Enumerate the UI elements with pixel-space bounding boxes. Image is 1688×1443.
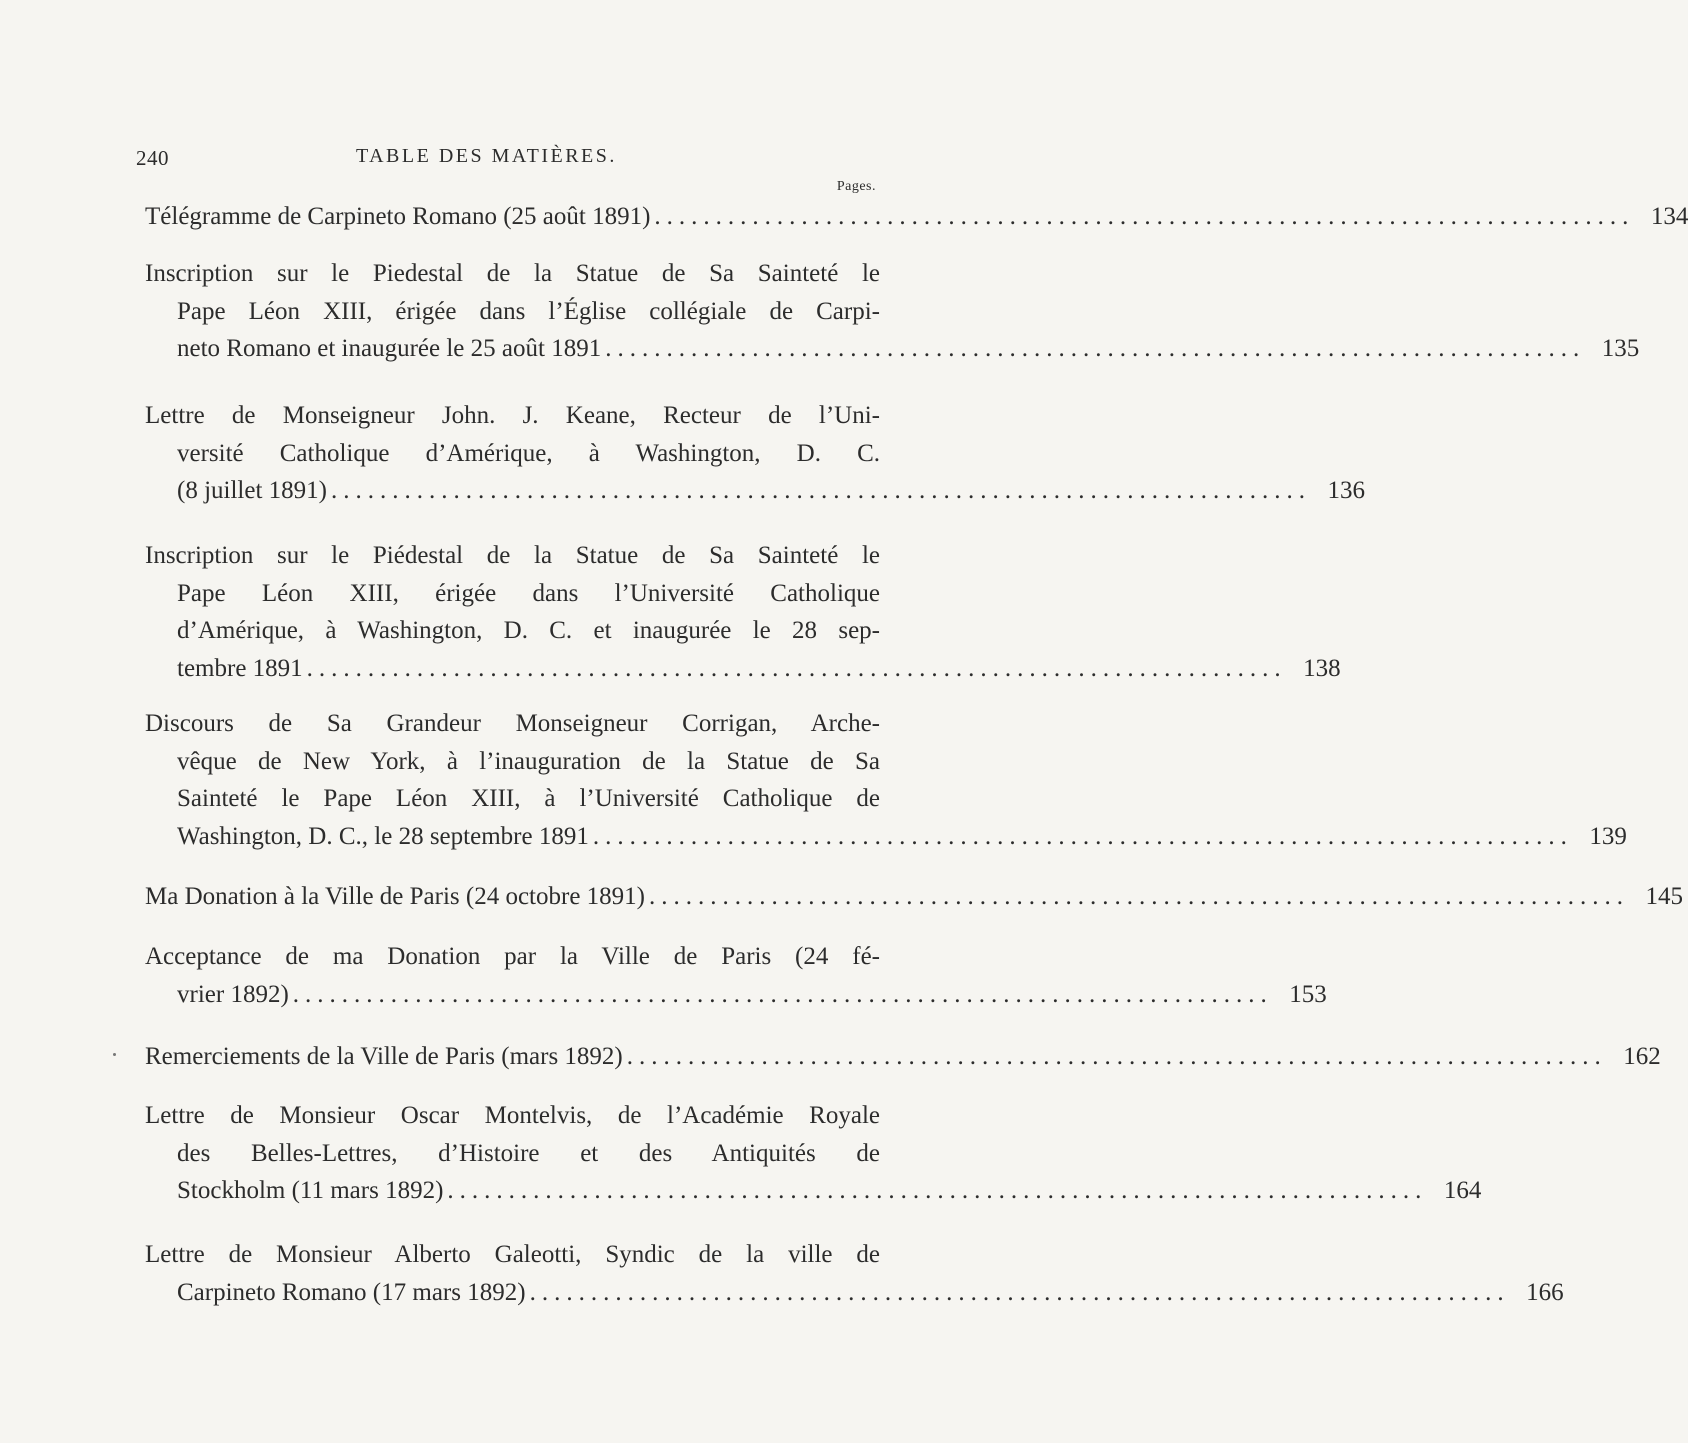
dot-leader: ................................................................................ xyxy=(605,335,1586,362)
toc-entry xyxy=(145,255,1640,368)
dot-leader: ................................................................................ xyxy=(649,883,1629,910)
toc-entry-line xyxy=(145,780,880,818)
toc-entry-line xyxy=(145,650,1341,688)
toc-page-number: 136 xyxy=(1327,477,1365,504)
toc-entry-line xyxy=(145,705,880,743)
dot-leader: ................................................................................ xyxy=(529,1278,1510,1306)
dot-leader: ................................................................................ xyxy=(592,822,1573,850)
dot-leader: ................................................................................ xyxy=(306,654,1287,682)
page-number: 240 xyxy=(136,146,169,170)
toc-page-number: 153 xyxy=(1289,980,1327,1008)
toc-entry-text: d’Amérique, à Washington, D. C. et inaugurée le 28 sep- xyxy=(177,617,880,644)
toc-entry-text: Discours de Sa Grandeur Monseigneur Corrigan, Arche- xyxy=(145,710,880,737)
toc-entry-text: vêque de New York, à l’inauguration de la Statue de Sa xyxy=(177,747,880,775)
toc-page-number: 162 xyxy=(1623,1043,1661,1070)
toc-entry xyxy=(145,878,1683,916)
toc-entry-text: (8 juillet 1891) xyxy=(177,477,327,504)
toc-entry-line xyxy=(145,1274,1564,1312)
toc-entry-line xyxy=(145,575,880,613)
toc-entry-line xyxy=(145,1097,880,1135)
toc-entry-line xyxy=(145,938,880,976)
toc-entry-text: Pape Léon XIII, érigée dans l’Université Catholique xyxy=(177,579,880,607)
toc-entry-line xyxy=(145,612,880,650)
running-title: TABLE DES MATIÈRES. xyxy=(356,145,617,167)
toc-entry-text: Acceptance de ma Donation par la Ville de Paris (24 fé- xyxy=(145,943,880,970)
toc-entry-line xyxy=(145,537,880,575)
toc-entry-line xyxy=(145,435,880,473)
toc-page-number: 164 xyxy=(1443,1177,1482,1204)
dot-leader: ................................................................................ xyxy=(292,980,1273,1008)
toc-entry-text: Inscription sur le Piédestal de la Statue de Sa Sainteté le xyxy=(145,542,880,569)
toc-entry-text: Washington, D. C., le 28 septembre 1891 xyxy=(177,822,589,850)
toc-entry-line xyxy=(145,1172,1482,1210)
toc-entry-line xyxy=(145,1135,880,1173)
toc-entry-text: Sainteté le Pape Léon XIII, à l’Université Catholique de xyxy=(177,785,880,812)
toc-entry-line xyxy=(145,397,880,435)
toc-page-number: 166 xyxy=(1526,1278,1564,1306)
toc-page-number: 145 xyxy=(1645,883,1683,910)
toc-entry-line xyxy=(145,472,1365,510)
toc-entry-text: Pape Léon XIII, érigée dans l’Église collégiale de Carpi- xyxy=(177,297,880,325)
toc-entry-text: Lettre de Monsieur Oscar Montelvis, de l’Académie Royale xyxy=(145,1102,880,1129)
toc-entry-line xyxy=(145,1038,1661,1076)
toc-entry-text: des Belles-Lettres, d’Histoire et des Antiquités de xyxy=(177,1139,880,1167)
toc-entry xyxy=(145,1097,1482,1210)
toc-entry xyxy=(145,938,1327,1013)
toc-entry xyxy=(145,198,1688,236)
toc-entry-line xyxy=(145,976,1327,1014)
pages-column-label: Pages. xyxy=(836,179,876,194)
toc-entry-line xyxy=(145,818,1627,856)
margin-dot xyxy=(113,1053,116,1056)
toc-entry-text: neto Romano et inaugurée le 25 août 1891 xyxy=(177,335,602,362)
toc-entry-text: vrier 1892) xyxy=(177,980,289,1008)
toc-entry xyxy=(145,537,1341,687)
toc-page-number: 134 xyxy=(1650,203,1688,230)
toc-entry-line xyxy=(145,293,880,331)
toc-entry-text: Lettre de Monseigneur John. J. Keane, Recteur de l’Uni- xyxy=(145,402,880,429)
toc-entry-line xyxy=(145,1236,880,1274)
toc-entry-text: Lettre de Monsieur Alberto Galeotti, Syndic de la ville de xyxy=(145,1241,880,1268)
dot-leader: ................................................................................ xyxy=(447,1177,1428,1204)
toc-entry-line xyxy=(145,878,1683,916)
toc-entry xyxy=(145,1038,1661,1076)
toc-page-number: 139 xyxy=(1589,822,1627,850)
toc-entry-text: Remerciements de la Ville de Paris (mars 1892) xyxy=(145,1043,623,1070)
toc-entry-line xyxy=(145,330,1640,368)
toc-entry-line xyxy=(145,743,880,781)
dot-leader: ................................................................................ xyxy=(654,203,1635,230)
toc-page-number: 138 xyxy=(1303,654,1341,682)
toc-page-number: 135 xyxy=(1601,335,1640,362)
toc-entry-line xyxy=(145,198,1688,236)
toc-entry-text: Inscription sur le Piedestal de la Statue de Sa Sainteté le xyxy=(145,260,880,287)
toc-entry xyxy=(145,1236,1564,1311)
dot-leader: ................................................................................ xyxy=(330,477,1311,504)
toc-entry xyxy=(145,705,1627,855)
toc-entry-text: Ma Donation à la Ville de Paris (24 octobre 1891) xyxy=(145,883,645,910)
toc-entry-text: versité Catholique d’Amérique, à Washington, D. C. xyxy=(177,439,880,467)
toc-entry-text: Stockholm (11 mars 1892) xyxy=(177,1177,444,1204)
toc-entry-text: Carpineto Romano (17 mars 1892) xyxy=(177,1278,526,1306)
toc-entry-text: Télégramme de Carpineto Romano (25 août 1891) xyxy=(145,203,651,230)
toc-entry-line xyxy=(145,255,880,293)
dot-leader: ................................................................................ xyxy=(626,1043,1607,1070)
toc-entry-text: tembre 1891 xyxy=(177,654,303,682)
toc-entry xyxy=(145,397,1365,510)
